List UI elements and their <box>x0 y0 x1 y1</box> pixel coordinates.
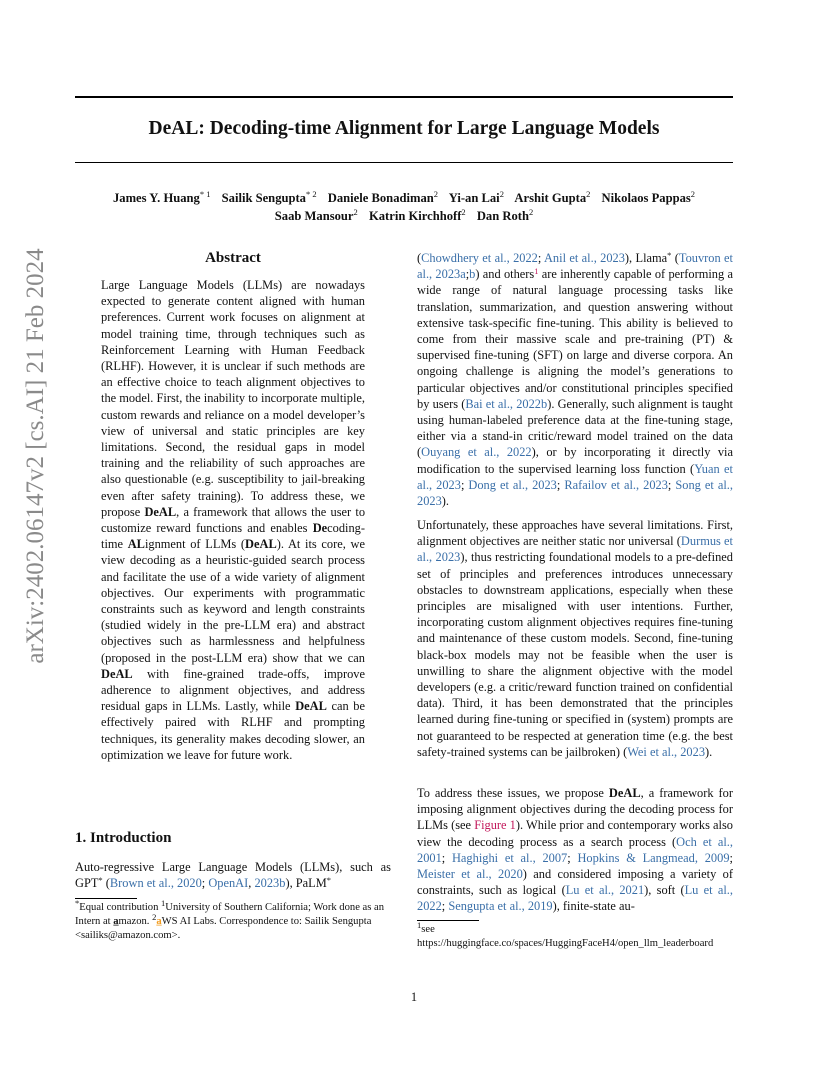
citation-link[interactable]: Anil et al., 2023 <box>543 251 625 265</box>
footnote-rule <box>75 898 137 899</box>
author: Saab Mansour$^2$ <box>274 207 358 223</box>
abstract-heading: Abstract <box>205 250 261 266</box>
citation-link[interactable]: Meister et al., 2020 <box>417 867 523 882</box>
footnote-rule <box>417 920 479 921</box>
footnote-affiliations: *Equal contribution $^1$University of Southern California; Work done as an Intern at a̲mazon. $^2$a̲WS AI Labs. Correspondence to: Sailik Sengupta <sailiks@amazon.com>. <box>75 898 385 941</box>
abstract-text: Large Language Models (LLMs) are nowadays expected to generate content aligned with human preferences. Current work focuses on alignment at model training time, through techniques such as Reinforcement Learning with Human Feedback (RLHF). However, it is unclear if such methods are an effective choice to teach alignment objectives to the model. First, the inability to incorporate multiple, custom rewards and reliance on a model developer’s view of universal and static principles are key limitations. Second, the residual gaps in model training and the reliability of such approaches are also questionable (e.g. susceptibility to jail-breaking even after safety training). To address these, we propose DeAL, a framework that allows the user to customize reward functions and enables Decoding-time ALignment of LLMs (DeAL). At its core, we view decoding as a heuristic-guided search process and facilitate the use of a wide variety of alignment objectives. Our experiments with programmatic constraints such as keyword and length constraints (studied widely in the pre-LLM era) and abstract objectives such as harmlessness and helpfulness (proposed in the post-LLM era) show that we can DeAL with fine-grained trade-offs, improve adherence to alignment objectives, and address residual gaps in LLMs. Lastly, while DeAL can be effectively paired with RLHF and prompting techniques, its generality makes decoding slower, an optimization we leave for future work. <box>101 278 366 762</box>
citation-link[interactable]: OpenAI <box>208 876 249 891</box>
citation-link[interactable]: Wei et al., 2023 <box>627 744 706 759</box>
section-heading-introduction: 1. Introduction <box>75 830 172 846</box>
paper-title: DeAL: Decoding-time Alignment for Large Language Models <box>148 118 660 139</box>
footnote-leaderboard: $^1$see https://huggingface.co/spaces/HuggingFaceH4/open_llm_leaderboard <box>417 920 714 949</box>
body-paragraph: To address these issues, we propose DeAL, a framework for imposing alignment objectives during the decoding process for LLMs (see Figure 1). While prior and contemporary works also view the decoding process as a search process (Och et al., 2001; Haghighi et al., 2007; Hopkins & Langmead, 2009; Meister et al., 2020) and considered imposing a variety of constraints, such as logical (Lu et al., 2021), soft (Lu et al., 2022; Sengupta et al., 2019), finite-state au- <box>417 786 733 914</box>
author: Yi-an Lai$^2$ <box>448 189 504 205</box>
body-paragraph: Unfortunately, these approaches have several limitations. First, alignment objectives are neither static nor universal (Durmus et al., 2023), thus restricting foundational models to a pre-defined set of principles and preferences introduces unnecessary obstacles to downstream applications, especially when these principles are misaligned with user intentions. Further, incorporating custom alignment objectives requires fine-tuning and maintenance of these custom models. Second, fine-tuning black-box models may not be feasible when the user is unwilling to share the alignment objective with the model developers (e.g. a critic/reward function trained on confidential data). Third, it has been demonstrated that the principles learned during fine-tuning or specified in (system) prompts are not guaranteed to be respected at generation time (e.g. the best safety-trained systems can be jailbroken) (Wei et al., 2023). <box>417 518 733 759</box>
author: Arshit Gupta$^2$ <box>514 189 591 205</box>
citation-link[interactable]: Bai et al., 2022b <box>465 396 548 411</box>
citation-link[interactable]: Ouyang et al., 2022 <box>421 445 532 460</box>
author: Nikolaos Pappas$^2$ <box>601 189 696 205</box>
citation-link[interactable]: Hopkins & Langmead, 2009 <box>577 850 730 865</box>
footnote-marker[interactable]: 1 <box>534 266 539 277</box>
figure-link[interactable]: Figure 1 <box>474 818 516 833</box>
author-list <box>75 189 733 225</box>
author: Sailik Sengupta$^{* 2}$ <box>221 189 317 205</box>
author: James Y. Huang$^{* 1}$ <box>112 189 211 205</box>
citation-link[interactable]: Chowdhery et al., 2022 <box>421 251 538 265</box>
citation-link[interactable]: Touvron et al., 2023a <box>417 251 733 282</box>
citation-link[interactable]: Durmus et al., 2023 <box>417 534 733 565</box>
citation-link[interactable]: Och et al., 2001 <box>417 834 733 865</box>
citation-link[interactable]: Rafailov et al., 2023 <box>564 477 668 492</box>
page-number: 1 <box>410 990 418 1004</box>
citation-link[interactable]: b <box>469 267 476 282</box>
citation-link[interactable]: Haghighi et al., 2007 <box>451 850 568 865</box>
author: Daniele Bonadiman$^2$ <box>327 189 439 205</box>
body-paragraph: (Chowdhery et al., 2022; Anil et al., 2023), Llama* (Touvron et al., 2023a;b) and others$^1$ are inherently capable of performing a wide range of natural language processing tasks like translation, summarization, and question answering without extensive task-specific fine-tuning. This ability is believed to come from their massive scale and pre-training (PT) & supervised fine-tuning (SFT) on large and diverse corpora. An ongoing challenge is aligning the model’s generations to particular objectives and/or constitutional principles specified by users (Bai et al., 2022b). Generally, such alignment is taught using human-labeled preference data at the fine-tuning stage, either via a stand-in critic/reward model trained on the data (Ouyang et al., 2022), or by incorporating it directly via modification to the supervised learning loss function (Yuan et al., 2023; Dong et al., 2023; Rafailov et al., 2023; Song et al., 2023). <box>417 250 733 509</box>
citation-link[interactable]: Song et al., 2023 <box>417 477 733 509</box>
citation-link[interactable]: Sengupta et al., 2019 <box>448 899 553 914</box>
citation-link[interactable]: Lu et al., 2021 <box>565 883 645 898</box>
citation-link[interactable]: 2023b <box>254 876 286 891</box>
author: Dan Roth$^2$ <box>476 207 534 223</box>
citation-link[interactable]: Yuan et al., 2023 <box>417 461 733 492</box>
title-rule-top <box>75 96 733 98</box>
amazon-logo-icon: a̲ <box>156 916 162 927</box>
author: Katrin Kirchhoff$^2$ <box>368 207 466 223</box>
citation-link[interactable]: Brown et al., 2020 <box>109 876 202 891</box>
title-rule-bottom <box>75 162 733 163</box>
amazon-logo-icon: a̲ <box>113 916 119 927</box>
arxiv-stamp: arXiv:2402.06147v2 [cs.AI] 21 Feb 2024 <box>22 248 49 664</box>
citation-link[interactable]: Lu et al., 2022 <box>417 883 733 914</box>
citation-link[interactable]: Dong et al., 2023 <box>468 477 557 492</box>
intro-paragraph: Auto-regressive Large Language Models (LLMs), such as GPT* (Brown et al., 2020; OpenAI, 2023b), PaLM* <box>75 860 391 891</box>
